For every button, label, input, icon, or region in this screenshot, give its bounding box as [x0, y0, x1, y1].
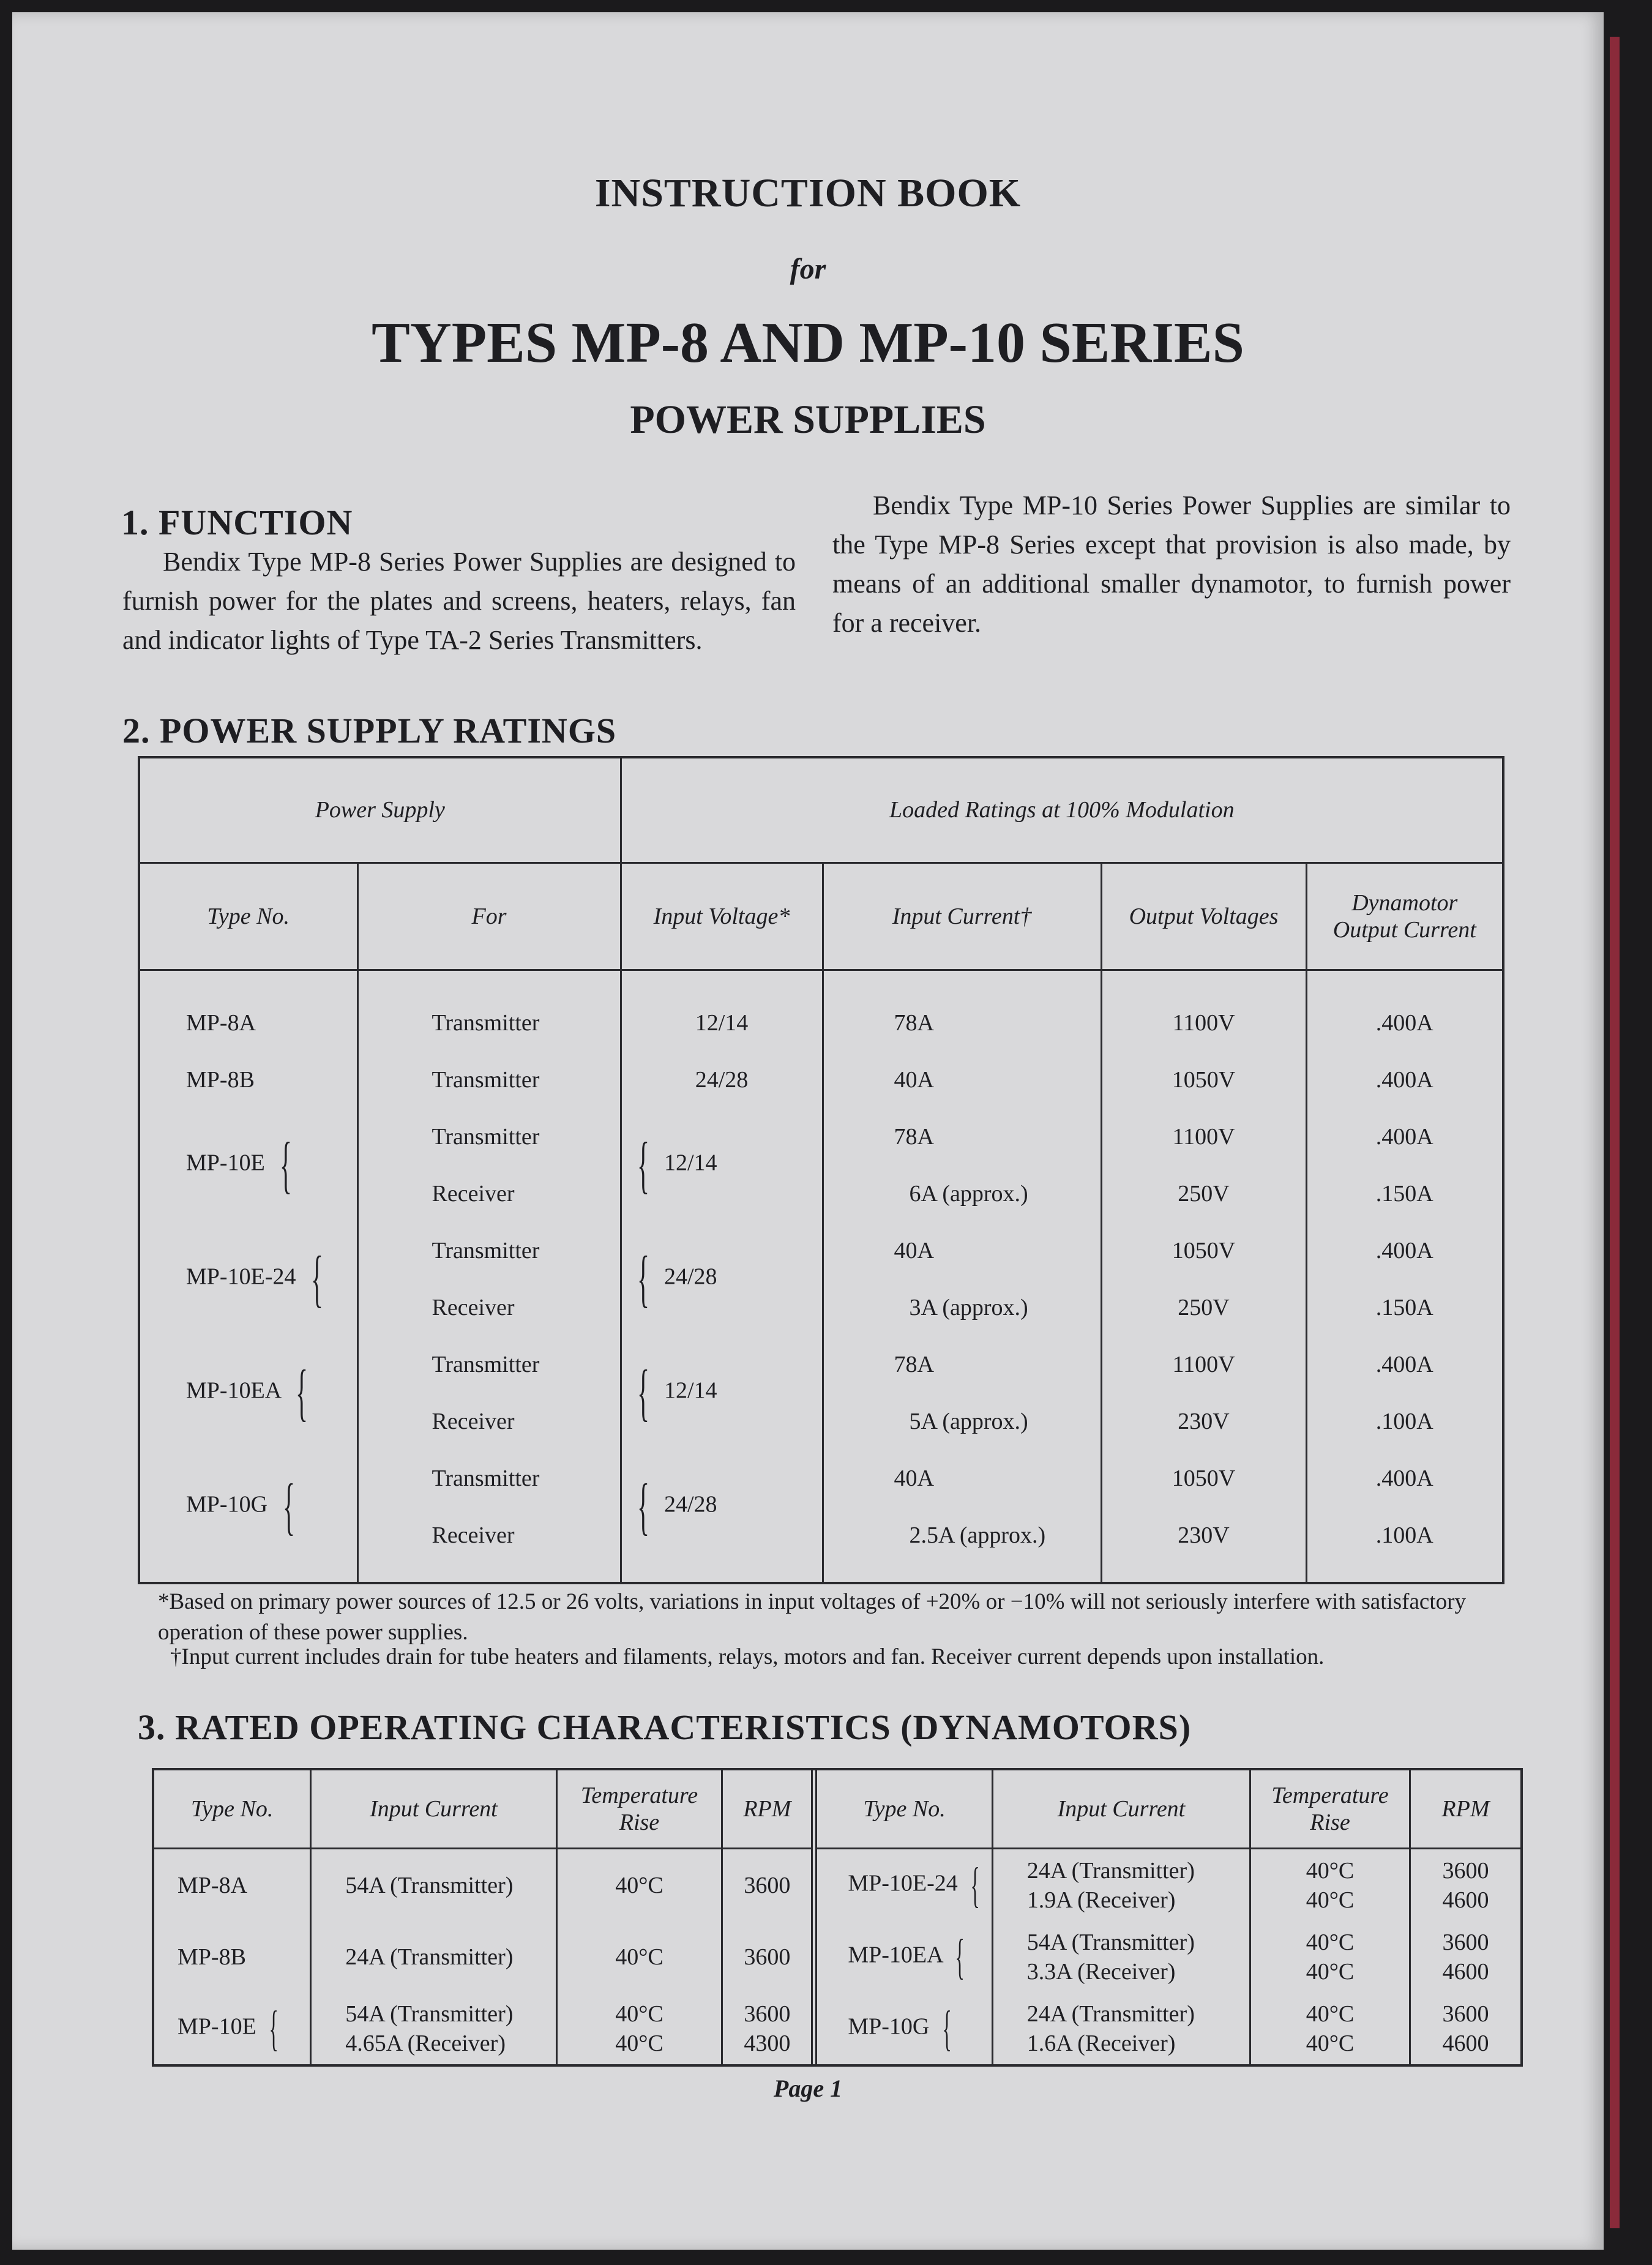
footnote-asterisk: *Based on primary power sources of 12.5 or 26 volts, variations in input voltages of +20% or −10% will not seriously interfere with satisfactory operation of these power supplies. — [158, 1589, 1466, 1645]
cell-input-current: 40A — [823, 1051, 1101, 1108]
cell-output-current: .400A — [1306, 1108, 1502, 1165]
col-dynamotor-label: Dynamotor — [1351, 889, 1458, 916]
cell-for: Transmitter — [357, 1051, 621, 1108]
ratings-body — [140, 970, 1502, 1582]
cell-input-current: 40A — [823, 1450, 1101, 1507]
title-instruction-book: INSTRUCTION BOOK — [594, 171, 1022, 215]
dyn-right-current-line-1: 54A (Transmitter) — [1026, 1929, 1195, 1955]
brace-glyph: { — [295, 1357, 308, 1428]
header-power-supply: Power Supply — [140, 758, 621, 863]
dyn-right-rpm-line-2: 4600 — [1442, 1958, 1489, 1985]
cell-input-current: 78A — [823, 994, 1101, 1051]
cell-output-voltage: 230V — [1101, 1507, 1306, 1563]
cell-input-voltage-label: 12/14 — [663, 1150, 717, 1176]
dyn-left-type-label: MP-10E — [178, 2013, 256, 2040]
ratings-row — [140, 994, 1502, 1051]
cell-input-voltage-label: 24/28 — [663, 1491, 717, 1518]
cell-for: Transmitter — [357, 1336, 621, 1393]
col-input-voltage: Input Voltage* — [621, 863, 823, 970]
dyn-right-current-line-2: 3.3A (Receiver) — [1026, 1958, 1176, 1985]
dyn-left-temp-line-1: 40°C — [615, 2001, 663, 2027]
ratings-row-transmitter — [140, 1450, 1502, 1507]
cell-output-voltage: 1050V — [1101, 1222, 1306, 1279]
cell-type — [140, 1450, 357, 1563]
dyn-left-type — [154, 1993, 311, 2064]
footnote-dagger: †Input current includes drain for tube heaters and filaments, relays, motors and fan. Receiver current depends upon installation. — [170, 1644, 1325, 1669]
dyn-right-rpm-line-1: 3600 — [1442, 2001, 1489, 2027]
cell-output-current: .100A — [1306, 1393, 1502, 1450]
dyn-left-rise-label: Rise — [619, 1810, 660, 1836]
ratings-row-transmitter — [140, 1222, 1502, 1279]
book-cover-edge — [1610, 37, 1620, 2228]
cell-for: Receiver — [357, 1165, 621, 1222]
dyn-right-current-line-2: 1.9A (Receiver) — [1026, 1887, 1176, 1913]
dyn-right-type — [814, 1849, 992, 1922]
dyn-left-temp — [556, 1921, 722, 1993]
dyn-left-temp — [556, 1849, 722, 1922]
dyn-right-temp — [1250, 1993, 1410, 2064]
section-1-para-2 — [832, 486, 1511, 643]
dyn-left-current — [311, 1921, 556, 1993]
cell-input-current: 5A (approx.) — [823, 1393, 1101, 1450]
dyn-right-temp-line-2: 40°C — [1306, 1887, 1355, 1913]
dyn-right-rpm-line-1: 3600 — [1442, 1929, 1489, 1955]
ratings-row — [140, 1051, 1502, 1108]
cell-output-voltage: 1100V — [1101, 1108, 1306, 1165]
col-for: For — [357, 863, 621, 970]
brace-glyph: { — [269, 2001, 279, 2056]
dyn-left-temp-line-1: 40°C — [615, 1944, 663, 1970]
cell-input-current: 40A — [823, 1222, 1101, 1279]
cell-type-label: MP-10E-24 — [186, 1264, 296, 1290]
dyn-left-type-label: MP-8A — [178, 1872, 248, 1898]
dyn-left-rpm — [722, 1921, 814, 1993]
dyn-right-temp — [1250, 1849, 1410, 1922]
cell-input-voltage: 12/14 — [621, 994, 823, 1051]
dyn-left-type — [154, 1849, 311, 1922]
dyn-right-rpm — [1410, 1921, 1520, 1993]
cell-type-label: MP-10G — [186, 1491, 268, 1518]
cell-output-voltage: 250V — [1101, 1279, 1306, 1336]
dyn-right-current — [992, 1849, 1250, 1922]
dyn-right-rpm-line-1: 3600 — [1442, 1857, 1489, 1884]
dyn-left-temp — [556, 1993, 722, 2064]
dyn-left-col-temp — [556, 1770, 722, 1849]
cell-input-current: 78A — [823, 1108, 1101, 1165]
cell-for: Receiver — [357, 1279, 621, 1336]
cell-type — [140, 1336, 357, 1450]
cell-output-voltage: 230V — [1101, 1393, 1306, 1450]
cell-type-label: MP-10EA — [186, 1377, 281, 1404]
cell-input-current: 78A — [823, 1336, 1101, 1393]
dyn-left-rpm-line-1: 3600 — [744, 2001, 791, 2027]
section-1-para-2-text: Bendix Type MP-10 Series Power Supplies are similar to the Type MP-8 Series except that provision is also made, by means of an additional smaller dynamotor, to furnish power for a receiver. — [832, 490, 1511, 638]
cell-output-current: .400A — [1306, 1450, 1502, 1507]
dyn-right-type — [814, 1921, 992, 1993]
dyn-right-current-line-1: 24A (Transmitter) — [1026, 1857, 1195, 1884]
ratings-row-transmitter — [140, 1108, 1502, 1165]
cell-for: Transmitter — [357, 994, 621, 1051]
dyn-right-current-line-2: 1.6A (Receiver) — [1026, 2030, 1176, 2056]
brace-glyph: { — [970, 1858, 981, 1912]
dyn-left-rpm-line-2: 4300 — [744, 2030, 791, 2056]
cell-output-voltage: 1100V — [1101, 994, 1306, 1051]
cell-input-current: 6A (approx.) — [823, 1165, 1101, 1222]
cell-type — [140, 1108, 357, 1222]
dyn-right-col-type: Type No. — [814, 1770, 992, 1849]
section-1-heading: 1. FUNCTION — [121, 503, 353, 542]
brace-glyph: { — [637, 1243, 649, 1314]
dyn-right-type-label: MP-10EA — [848, 1942, 943, 1968]
dyn-right-temp-line-2: 40°C — [1306, 2030, 1355, 2056]
cell-input-voltage — [621, 1222, 823, 1336]
cell-input-voltage-label: 12/14 — [663, 1377, 717, 1404]
cell-for: Receiver — [357, 1507, 621, 1563]
dyn-left-type — [154, 1921, 311, 1993]
cell-type — [140, 1222, 357, 1336]
cell-type-label: MP-10E — [186, 1150, 265, 1176]
cell-output-voltage: 1100V — [1101, 1336, 1306, 1393]
section-2-heading: 2. POWER SUPPLY RATINGS — [122, 711, 617, 751]
title-types: TYPES MP-8 AND MP-10 SERIES — [372, 311, 1244, 375]
brace-glyph: { — [310, 1243, 323, 1314]
cell-for: Receiver — [357, 1393, 621, 1450]
brace-glyph: { — [280, 1129, 293, 1200]
cell-input-current: 2.5A (approx.) — [823, 1507, 1101, 1563]
dyn-left-temp-line-1: 40°C — [615, 1872, 663, 1898]
brace-glyph: { — [955, 1930, 965, 1984]
cell-input-current: 3A (approx.) — [823, 1279, 1101, 1336]
page-number: Page 1 — [773, 2075, 843, 2102]
dyn-right-current-line-1: 24A (Transmitter) — [1026, 2001, 1195, 2027]
dyn-left-rpm-line-1: 3600 — [744, 1944, 791, 1970]
section-1-para-1 — [122, 542, 796, 660]
dyn-right-type-label: MP-10E-24 — [848, 1870, 958, 1896]
cell-input-voltage-label: 24/28 — [663, 1264, 717, 1290]
dyn-right-temp-line-1: 40°C — [1306, 2001, 1355, 2027]
cell-for: Transmitter — [357, 1108, 621, 1165]
document-page — [12, 12, 1604, 2250]
dyn-right-temp-label: Temperature — [1271, 1783, 1389, 1809]
dyn-right-temp — [1250, 1921, 1410, 1993]
brace-glyph: { — [637, 1357, 649, 1428]
dyn-right-rpm-line-2: 4600 — [1442, 2030, 1489, 2056]
ratings-row-transmitter — [140, 1336, 1502, 1393]
section-3-heading: 3. RATED OPERATING CHARACTERISTICS (DYNAMOTORS) — [138, 1707, 1192, 1747]
cell-type: MP-8A — [186, 1009, 256, 1036]
cell-output-current: .400A — [1306, 1051, 1502, 1108]
col-output-current-label: Output Current — [1332, 916, 1476, 943]
cell-output-current: .150A — [1306, 1279, 1502, 1336]
dyn-right-current — [992, 1993, 1250, 2064]
cell-output-voltage: 1050V — [1101, 1051, 1306, 1108]
dyn-body — [154, 1849, 1520, 2064]
cell-input-voltage: 24/28 — [621, 1051, 823, 1108]
dyn-left-rpm-line-1: 3600 — [744, 1872, 791, 1898]
brace-glyph: { — [942, 2001, 952, 2056]
dyn-left-current-line-2: 4.65A (Receiver) — [345, 2030, 506, 2056]
cell-type: MP-8B — [186, 1066, 255, 1093]
brace-glyph: { — [282, 1471, 295, 1542]
power-supply-ratings-table — [138, 756, 1504, 1584]
dyn-right-rise-label: Rise — [1310, 1810, 1350, 1836]
dynamotor-characteristics-table — [152, 1768, 1523, 2067]
cell-for: Transmitter — [357, 1450, 621, 1507]
dyn-right-type-label: MP-10G — [848, 2013, 930, 2040]
dyn-left-current-line-1: 54A (Transmitter) — [345, 1872, 514, 1898]
dyn-right-rpm — [1410, 1993, 1520, 2064]
dyn-row — [154, 1849, 1520, 1922]
dyn-row — [154, 1921, 1520, 1993]
title-for: for — [790, 253, 826, 285]
section-1-para-1-text: Bendix Type MP-8 Series Power Supplies are designed to furnish power for the plates and screens, heaters, relays, fan and indicator lights of Type TA-2 Series Transmitters. — [122, 547, 796, 655]
dyn-left-rpm — [722, 1849, 814, 1922]
dyn-right-temp-line-2: 40°C — [1306, 1958, 1355, 1985]
dyn-right-rpm — [1410, 1849, 1520, 1922]
dyn-left-rpm — [722, 1993, 814, 2064]
cell-input-voltage — [621, 1450, 823, 1563]
dyn-row — [154, 1993, 1520, 2064]
dyn-left-col-type: Type No. — [154, 1770, 311, 1849]
dyn-right-col-rpm: RPM — [1410, 1770, 1520, 1849]
brace-glyph: { — [637, 1129, 649, 1200]
dyn-right-temp-line-1: 40°C — [1306, 1929, 1355, 1955]
cell-output-current: .100A — [1306, 1507, 1502, 1563]
col-input-current: Input Current† — [823, 863, 1101, 970]
title-power-supplies: POWER SUPPLIES — [630, 397, 986, 442]
brace-glyph: { — [637, 1471, 649, 1542]
dyn-right-rpm-line-2: 4600 — [1442, 1887, 1489, 1913]
dyn-left-col-rpm: RPM — [722, 1770, 814, 1849]
cell-output-current: .400A — [1306, 1222, 1502, 1279]
cell-output-current: .400A — [1306, 994, 1502, 1051]
cell-for: Transmitter — [357, 1222, 621, 1279]
dyn-left-current — [311, 1993, 556, 2064]
col-dynamotor-output-current — [1306, 863, 1502, 970]
dyn-left-col-current: Input Current — [311, 1770, 556, 1849]
dyn-right-temp-line-1: 40°C — [1306, 1857, 1355, 1884]
header-loaded-ratings: Loaded Ratings at 100% Modulation — [621, 758, 1502, 863]
cell-input-voltage — [621, 1336, 823, 1450]
cell-output-current: .150A — [1306, 1165, 1502, 1222]
cell-output-voltage: 1050V — [1101, 1450, 1306, 1507]
dyn-left-type-label: MP-8B — [178, 1944, 246, 1970]
cell-input-voltage — [621, 1108, 823, 1222]
dyn-left-temp-label: Temperature — [580, 1783, 698, 1809]
col-output-voltages: Output Voltages — [1101, 863, 1306, 970]
dyn-left-current-line-1: 24A (Transmitter) — [345, 1944, 514, 1970]
dyn-right-col-temp — [1250, 1770, 1410, 1849]
cell-output-current: .400A — [1306, 1336, 1502, 1393]
dyn-right-current — [992, 1921, 1250, 1993]
dyn-left-current-line-1: 54A (Transmitter) — [345, 2001, 514, 2027]
dyn-left-current — [311, 1849, 556, 1922]
dyn-right-type — [814, 1993, 992, 2064]
dyn-left-temp-line-2: 40°C — [615, 2030, 663, 2056]
col-type-no: Type No. — [140, 863, 357, 970]
dyn-right-col-current: Input Current — [992, 1770, 1250, 1849]
cell-output-voltage: 250V — [1101, 1165, 1306, 1222]
